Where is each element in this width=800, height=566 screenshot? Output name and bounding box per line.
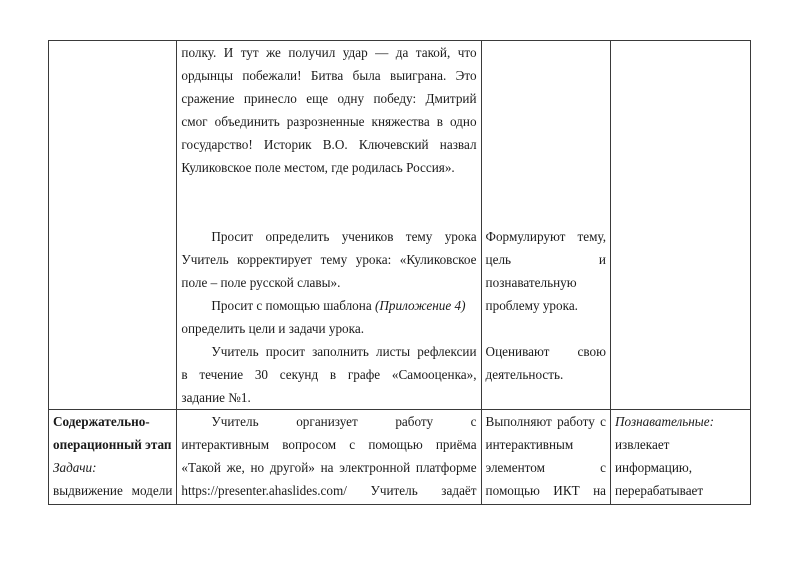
student-activity-cell: [481, 41, 610, 410]
text-line: Просит определить учеников тему урока: [211, 229, 477, 244]
text-line: перерабатывает: [615, 483, 704, 498]
text-line: поле – поле русской славы».: [181, 275, 341, 290]
text-line: Учитель организует работу с: [211, 414, 477, 429]
text-line: государство! Историк В.О. Ключевский назвал: [181, 137, 477, 152]
text-line: Выполняют работу с: [485, 414, 606, 429]
text-line: задание №1.: [181, 390, 251, 405]
text-line: Учитель корректирует тему урока: «Куликовское: [181, 252, 477, 267]
text-line: помощью ИКТ на: [485, 483, 606, 498]
text-line: интерактивным: [485, 437, 574, 452]
text-fragment: Просит с помощью шаблона: [211, 298, 375, 313]
text-line: смог объединить разрозненные княжества в одно: [181, 114, 477, 129]
teacher-activity-cell: [177, 410, 481, 505]
text-line: Куликовское поле местом, где родилась Россия».: [181, 160, 455, 175]
appendix-reference: (Приложение 4): [374, 298, 466, 313]
text-line: деятельность.: [485, 367, 564, 382]
tasks-text: выдвижение модели: [53, 483, 173, 498]
text-line: Учитель просит заполнить листы рефлексии: [211, 344, 477, 359]
text-line: извлекает: [615, 437, 670, 452]
table-row: [49, 410, 751, 505]
text-line: «Такой же, но другой» на электронной платформе: [181, 460, 477, 475]
uud-cell-empty: [611, 41, 751, 410]
stage-cell: [49, 410, 177, 505]
stage-cell-empty: [49, 41, 177, 410]
text-line: полку. И тут же получил удар — да такой, что: [181, 45, 477, 60]
uud-label: Познавательные:: [615, 414, 714, 429]
teacher-activity-cell: [177, 41, 481, 410]
text-line: информацию,: [615, 460, 693, 475]
text-line: проблему урока.: [485, 298, 578, 313]
platform-link-line: https://presenter.ahaslides.com/ Учитель задаёт: [181, 483, 477, 498]
text-line: элементом с: [485, 460, 606, 475]
goals-paragraph: [181, 294, 476, 317]
text-line: ордынцы побежали! Битва была выиграна. Это: [181, 68, 477, 83]
uud-cell: [611, 410, 751, 505]
text-line: познавательную: [485, 275, 577, 290]
text-line: определить цели и задачи урока.: [181, 321, 365, 336]
stage-title: операционный этап: [53, 437, 172, 452]
text-line: Оценивают свою: [485, 344, 606, 359]
tasks-label: Задачи:: [53, 460, 97, 475]
text-line: в течение 30 секунд в графе «Самооценка»,: [181, 367, 477, 382]
text-line: Формулируют тему,: [485, 229, 606, 244]
text-line: цель и: [485, 252, 606, 267]
lesson-plan-table: [48, 40, 751, 505]
table-row: [49, 41, 751, 410]
text-line: интерактивным вопросом с помощью приёма: [181, 437, 477, 452]
stage-title: Содержательно-: [53, 414, 150, 429]
student-activity-cell: [481, 410, 610, 505]
text-line: сражение принесло еще одну победу: Дмитрий: [181, 91, 477, 106]
